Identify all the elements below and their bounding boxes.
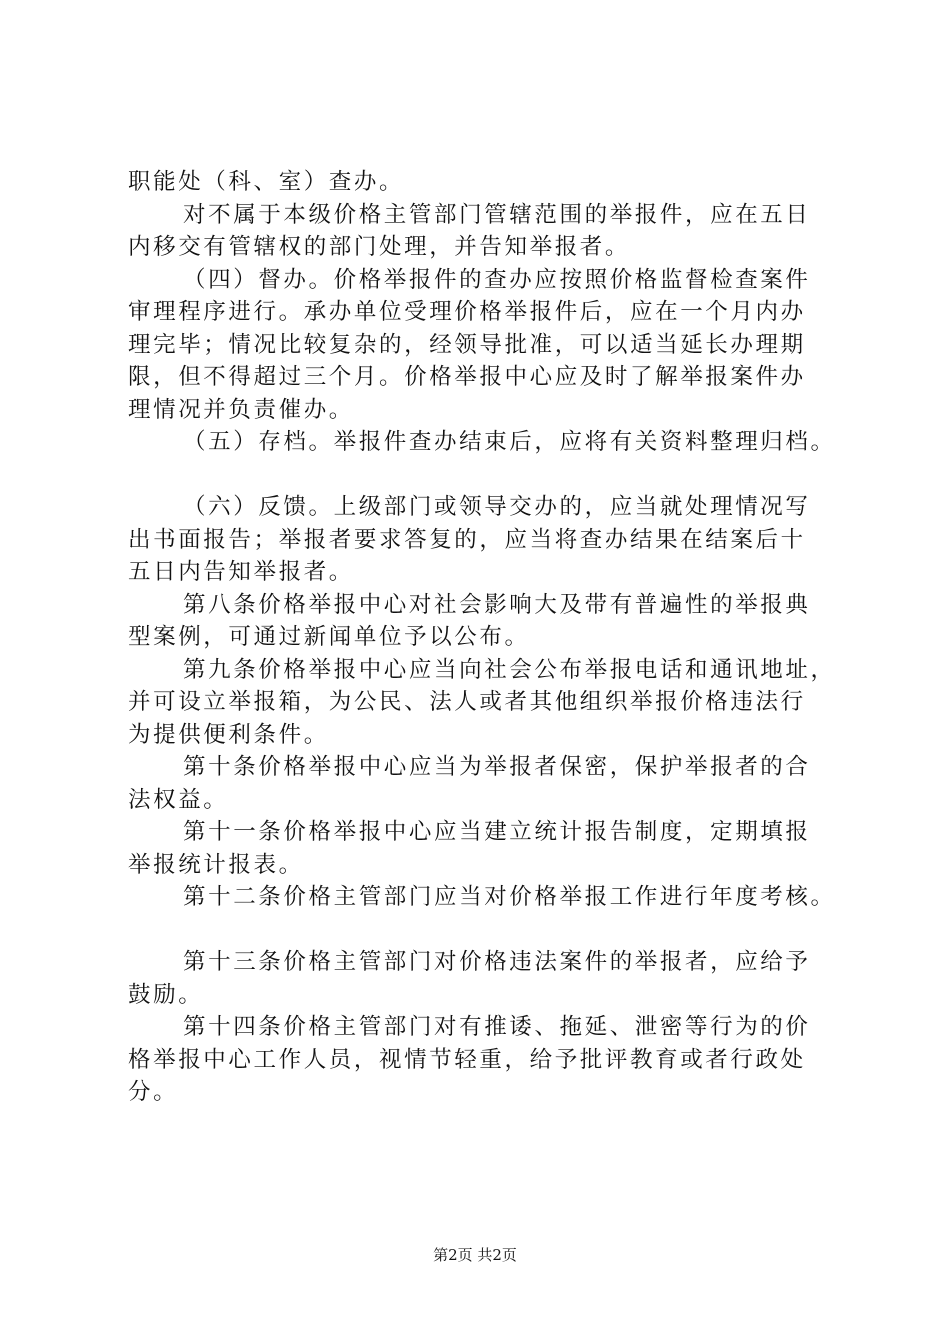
text-line: 对不属于本级价格主管部门管辖范围的举报件，应在五日 [183, 201, 811, 228]
page-footer: 第2页 共2页 [433, 1246, 517, 1264]
blank-line [128, 914, 840, 947]
text-line: 五日内告知举报者。 [128, 559, 354, 585]
text-line: 第十条价格举报中心应当为举报者保密，保护举报者的合 [183, 754, 811, 780]
text-line: 出书面报告；举报者要求答复的，应当将查办结果在结案后十 [128, 526, 806, 553]
blank-line [128, 459, 840, 492]
text-line: 内移交有管辖权的部门处理，并告知举报者。 [128, 234, 631, 260]
text-line: 限，但不得超过三个月。价格举报中心应及时了解举报案件办 [128, 364, 806, 390]
text-line: （五）存档。举报件查办结束后，应将有关资料整理归档。 [183, 429, 836, 455]
text-line: 第十四条价格主管部门对有推诿、拖延、泄密等行为的价 [183, 1014, 811, 1040]
text-line: 职能处（科、室）查办。 [128, 169, 405, 195]
text-line: 第八条价格举报中心对社会影响大及带有普遍性的举报典 [183, 591, 811, 618]
text-line: 理情况并负责催办。 [128, 396, 354, 423]
text-line: 举报统计报表。 [128, 851, 304, 878]
text-line: 型案例，可通过新闻单位予以公布。 [128, 624, 530, 650]
text-line: 并可设立举报箱，为公民、法人或者其他组织举报价格违法行 [128, 689, 806, 715]
text-line: 鼓励。 [128, 981, 204, 1008]
text-line: （四）督办。价格举报件的查办应按照价格监督检查案件 [183, 266, 811, 293]
text-line: 分。 [128, 1079, 179, 1105]
text-line: 第十一条价格举报中心应当建立统计报告制度，定期填报 [183, 819, 811, 845]
text-line: （六）反馈。上级部门或领导交办的，应当就处理情况写 [183, 494, 811, 520]
text-line: 审理程序进行。承办单位受理价格举报件后，应在一个月内办 [128, 299, 806, 325]
text-line: 格举报中心工作人员，视情节轻重，给予批评教育或者行政处 [128, 1046, 806, 1073]
text-line: 第十三条价格主管部门对价格违法案件的举报者，应给予 [183, 949, 811, 975]
document-body [128, 166, 840, 1109]
text-line: 第十二条价格主管部门应当对价格举报工作进行年度考核。 [183, 884, 836, 910]
text-line: 为提供便利条件。 [128, 721, 329, 748]
text-line: 法权益。 [128, 786, 229, 813]
text-line: 理完毕；情况比较复杂的，经领导批准，可以适当延长办理期 [128, 331, 806, 358]
text-line: 第九条价格举报中心应当向社会公布举报电话和通讯地址， [183, 656, 836, 683]
